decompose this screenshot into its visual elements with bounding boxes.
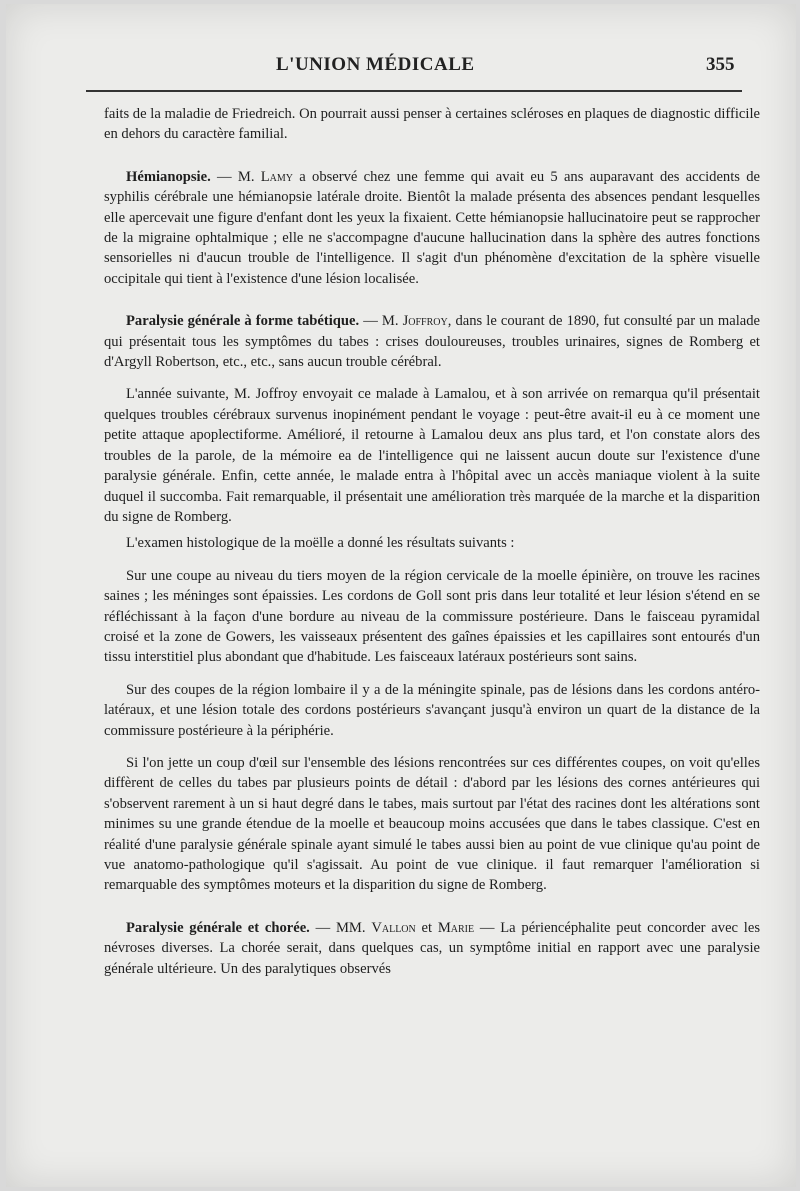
section-title-paralysie-tabetique: Paralysie générale à forme tabétique. — [126, 313, 360, 330]
paragraph-hemianopsie-text: a observé chez une femme qui avait eu 5 ans auparavant des accidents de syphilis cérébrale une hémianopsie latérale droite. Bientôt la malade présenta des absences pendant lesquelles elle apercevait une figure d'enfant dont les yeux la fixaient. Cette hémianopsie hallucinatoire peut se rapprocher de la migraine ophtalmique ; elle ne s'accompagne d'aucune hallucination dans la sphère des autres fonctions sensorielles ni d'aucun trouble de l'intelligence. Il s'agit d'un phénomène d'excitation de la sphère visuelle occipitale qui tient à l'existence d'une lésion localisée. — [104, 168, 760, 287]
running-header — [6, 52, 796, 82]
dash-separator: — MM. — [309, 919, 372, 936]
section-hemianopsie — [104, 167, 760, 289]
paragraph-examen-histologique: L'examen histologique de la moëlle a donné les résultats suivants : — [126, 535, 515, 552]
author-name-lamy: Lamy — [260, 168, 294, 185]
article-body — [104, 104, 760, 979]
dash-separator: — M. — [359, 313, 403, 330]
paragraph-ensemble-lesions: Si l'on jette un coup d'œil sur l'ensemble des lésions rencontrées sur ces différentes coupes, on voit qu'elles diffèrent de celles du tabes par plusieurs points de détail : d'abord par les lésions des cornes antérieures qui s'observent rarement à un si haut degré dans le tabes, mais surtout par l'état des racines dont les altérations sont minimes su une grande étendue de la moelle et beaucoup moins accusées que dans le tabes classique. C'est en réalité d'une paralysie générale spinale ayant simulé le tabes aussi bien au point de vue clinique qu'au point de vue anatomo-pathologique qu'il s'agissait. Au point de vue clinique. il faut remarquer l'amélioration si remarquable des symptômes moteurs et la disparition du signe de Romberg. — [104, 754, 760, 894]
author-name-joffroy: Joffroy — [402, 313, 448, 330]
scanned-page — [6, 4, 796, 1187]
paragraph-coupe-lombaire: Sur des coupes de la région lombaire il y a de la méningite spinale, pas de lésions dans les cordons antéro-latéraux, et une lésion totale des cordons postérieurs s'avançant jusqu'à environ un quart de la distance de la commissure postérieure à la périphérie. — [104, 681, 760, 739]
author-name-vallon: Vallon — [371, 919, 416, 936]
paragraph-annee-suivante: L'année suivante, M. Joffroy envoyait ce malade à Lamalou, et à son arrivée on remarqua qu'il présentait quelques troubles cérébraux survenus inopinément pendant le voyage : peut-être avait-il eu à ce moment une petite attaque apoplectiforme. Amélioré, il retourne à Lamalou deux ans plus tard, et l'on constate alors des troubles de la parole, de la mémoire ea de l'intelligence qui ne laissent aucun doute sur l'existence d'une paralysie générale. Enfin, cette année, le malade entra à l'hôpital avec un accès maniaque violent à la suite duquel il succomba. Fait remarquable, il présentait une amélioration très marquée de la marche et la disparition du signe de Romberg. — [104, 386, 760, 525]
section-paralysie-choree — [104, 918, 760, 979]
page-number: 355 — [706, 54, 735, 75]
section-title-paralysie-choree: Paralysie générale et chorée. — [126, 919, 310, 936]
dash-separator: — M. — [210, 168, 261, 185]
author-name-marie: Marie — [437, 919, 475, 936]
paragraph-choree-text: — La périencéphalite peut concorder avec les névroses diverses. La chorée serait, dans quelques cas, un symptôme initial en rapport avec une paralysie générale ultérieure. Un des paralytiques observés — [104, 919, 760, 977]
paragraph-tabetique-text: , dans le courant de 1890, fut consulté par un malade qui présentait tous les symptômes du tabes : crises douloureuses, troubles urinaires, signes de Romberg et d'Argyll Robertson, etc., etc., sans aucun trouble cérébral. — [104, 313, 760, 371]
journal-title: L'UNION MÉDICALE — [276, 54, 475, 75]
paragraph-friedreich: faits de la maladie de Friedreich. On pourrait aussi penser à certaines scléroses en plaques de diagnostic difficile en dehors du caractère familial. — [104, 106, 760, 143]
paragraph-coupe-cervicale: Sur une coupe au niveau du tiers moyen de la région cervicale de la moelle épinière, on trouve les racines saines ; les méninges sont épaissies. Les cordons de Goll sont pris dans leur totalité et leur lésion s'étend en se réfléchissant à la façon d'une bordure au niveau de la commissure postérieure. Dans le faisceau pyramidal croisé et la zone de Gowers, les vaisseaux présentent des gaînes épaissies et les capillaires sont entourés d'un tissu interstitiel plus abondant que d'habitude. Les faisceaux latéraux postérieurs sont sains. — [104, 567, 760, 666]
section-paralysie-tabetique — [104, 311, 760, 372]
section-title-hemianopsie: Hémianopsie. — [126, 168, 211, 185]
header-rule — [86, 90, 742, 92]
conjunction-et: et — [415, 919, 438, 936]
